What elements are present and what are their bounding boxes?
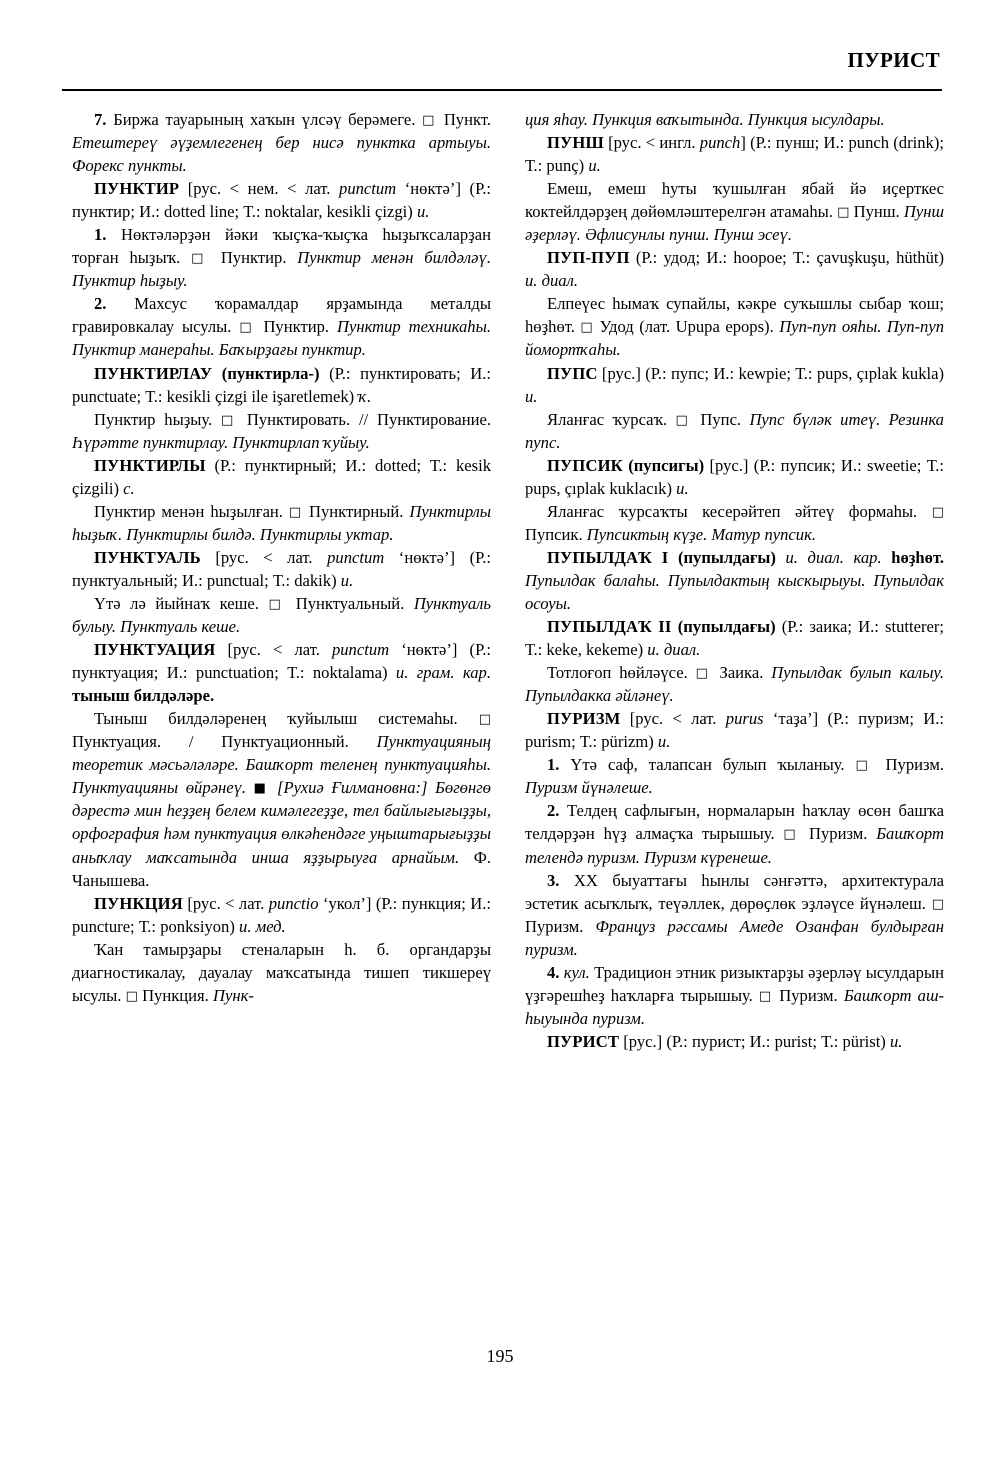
grammar-label: и. [416, 202, 430, 222]
entry-head [525, 707, 944, 753]
sense-translation: Пуризм. [779, 985, 838, 1005]
sense-number: 1. [94, 225, 107, 245]
sense-examples-continued: ция яһау. Пункция ваҡытында. Пункция ысулдары. [525, 110, 885, 129]
hollow-square-icon: □ [478, 712, 491, 728]
etymology: [рус. < лат. [215, 547, 313, 567]
grammar-label: и. [340, 570, 354, 590]
etymology: [рус. < ингл. [608, 133, 696, 153]
grammar-label: и. грам. кар. [395, 663, 492, 683]
hollow-square-icon: □ [931, 896, 944, 912]
sense-definition: Ҡан тамырҙары стеналарын һ. б. органдарҙы диагностикалау, дауалау маҡсатында тишеп тикшереү ысулы. [72, 939, 491, 1005]
headword: ПУП-ПУП [547, 248, 630, 268]
hollow-square-icon: □ [422, 113, 438, 128]
sense-number: 3. [547, 870, 560, 890]
sense-block [525, 292, 944, 361]
column-left [72, 108, 491, 1053]
equivalents: (Р.: пуризм; И.: purism; Т.: pürizm) [525, 709, 945, 752]
headword: ПУПЫЛДАҠ II [547, 617, 672, 637]
entry-head [72, 362, 491, 408]
equivalents: (Р.: пунктирный; И.: dotted; Т.: kesik çizgili) [72, 455, 491, 498]
entry-head [525, 1030, 944, 1053]
sense-translation: Пункт. [443, 110, 491, 129]
running-head-title: ПУРИСТ [847, 48, 940, 72]
equivalents: (Р.: пункция; И.: puncture; Т.: ponksiyon) [72, 893, 492, 936]
headword: ПУНКЦИЯ [94, 893, 183, 913]
sense-translation: Пуризм. [525, 916, 584, 936]
equivalents: (Р.: пурист; И.: purist; Т.: pürist) [666, 1031, 886, 1051]
sense-block [525, 177, 944, 246]
sense-examples-continued-next-column: Пунк- [212, 985, 254, 1005]
headword: ПУПСИК [547, 455, 623, 475]
sense-translation: Пунктировать. // Пунктирование. [246, 409, 491, 429]
etymology: [рус. < лат. [187, 893, 265, 913]
sense-block [72, 938, 491, 1007]
sense-translation: Пунктуация. / Пунктуационный. [72, 732, 349, 752]
sense-definition: Үтә лә йыйнаҡ кеше. [94, 593, 259, 613]
sense-examples: Башҡорт телендә пуризм. Пуризм күренеше. [525, 824, 944, 867]
etymology: [рус. < лат. [227, 640, 320, 660]
headword: ПУРИСТ [547, 1031, 620, 1051]
grammar-label: и. [890, 1031, 903, 1051]
sense-definition: Елпеүес һымаҡ супайлы, кәкре суҡышлы сыбар ҡош; һөҙһөт. [525, 294, 944, 337]
sense-definition: Тотлоғоп һөйләүсе. [547, 663, 688, 683]
sense-definition: Яланғас ҡурсаҡ. [547, 409, 668, 429]
hollow-square-icon: □ [758, 988, 774, 1004]
hollow-square-icon: □ [931, 504, 944, 520]
headword-inflected-form: (пунктирла-) [221, 363, 320, 383]
cross-reference: тыныш билдәләре. [72, 686, 215, 706]
sense-block [525, 661, 944, 707]
etymology-source-form: punch [699, 133, 741, 153]
hollow-square-icon: □ [221, 412, 239, 428]
equivalents: (Р.: пупс; И.: kewpie; Т.: pups, çıplak kukla) [645, 363, 944, 383]
hollow-square-icon: □ [675, 412, 693, 428]
sense-translation: Пункция. [142, 985, 209, 1005]
grammar-label: и. [588, 156, 601, 176]
sense-examples: Пуризм йүнәлеше. [525, 778, 653, 798]
sense-translation: Пунш. [853, 202, 900, 222]
column-right [525, 108, 944, 1053]
sense-number: 4. [547, 962, 560, 982]
sense-translation: Пунктир. [263, 317, 330, 337]
etymology-source-form: punctum [339, 179, 397, 199]
sense-examples: Һүрәтте пунктирлау. Пунктирлап ҡуйыу. [72, 432, 370, 452]
etymology-gloss: ] [740, 133, 746, 153]
entry-head [72, 892, 491, 938]
sense-examples: Пунктуаль булыу. Пунктуаль кеше. [72, 593, 491, 637]
etymology-source-form: purus [725, 709, 764, 729]
headword-inflected-form: (пупылдағы) [677, 617, 776, 637]
entry-head [525, 246, 944, 292]
hollow-square-icon: □ [268, 596, 287, 612]
sense-translation: Пунктирный. [308, 501, 404, 521]
sense-definition: Яланғас ҡурсаҡты кесерәйтеп әйтеү формаһы. [547, 501, 918, 521]
sense-definition: Үтә саф, талапсан булып ҡыланыу. [570, 755, 845, 775]
sense-examples: Пупсиктың күҙе. Матур пупсик. [586, 524, 817, 544]
equivalents: (Р.: пунктировать; И.: punctuate; Т.: kesikli çizgi ile işaretlemek) [72, 363, 491, 406]
sense-examples: Пуп-пуп ояһы. Пуп-пуп йомортҡаһы. [525, 317, 944, 360]
sense-definition: Тыныш билдәләренең ҡуйылыш системаһы. [94, 709, 458, 729]
sense-translation: Пуризм. [885, 755, 944, 775]
sense-examples: Пунктир менән билдәләү. Пунктир һыҙыу. [72, 248, 491, 291]
etymology-gloss: ‘таҙа’] [772, 709, 819, 729]
hollow-square-icon: □ [125, 988, 138, 1004]
hollow-square-icon: □ [191, 251, 211, 267]
text-columns [72, 108, 944, 1053]
grammar-label: и. [657, 732, 671, 752]
sense-block [72, 223, 491, 292]
entry-head [72, 454, 491, 500]
sense-block [72, 592, 491, 638]
entry-head [72, 638, 491, 707]
sense-block [72, 292, 491, 361]
grammar-label: ҡ. [358, 386, 372, 406]
hollow-square-icon: □ [855, 758, 875, 774]
sense-examples: Француз рәссамы Амеде Озанфан булдырған пуризм. [525, 916, 944, 959]
sense-translation: Заика. [719, 663, 764, 683]
sense-definition: Биржа тауарының хаҡын үлсәү берәмеге. [113, 110, 416, 129]
etymology: [рус. < нем. < лат. [187, 179, 331, 199]
sense-block [525, 753, 944, 799]
etymology-source-form: punctum [331, 640, 390, 660]
sense-translation: Пуризм. [809, 824, 868, 844]
entry-head [525, 454, 944, 500]
hollow-square-icon: □ [239, 320, 256, 336]
headword: ПУПЫЛДАҠ I [547, 547, 669, 567]
equivalents: (Р.: заика; И.: stutterer; Т.: keke, kekeme) [525, 617, 944, 660]
sense-block [525, 799, 944, 868]
etymology-source-form: punctio [268, 893, 319, 913]
sense-block [72, 108, 491, 177]
sense-translation: Пунктуальный. [295, 593, 405, 613]
sense-examples: Пунктир техникаһы. Пунктир манераһы. Баҡырҙағы пунктир. [72, 317, 491, 360]
sense-examples: Етештереү әүҙемлегенең бер нисә пунктка артыуы. Форекс пункты. [72, 133, 491, 176]
sense-definition: Пунктир һыҙыу. [94, 409, 213, 429]
hollow-square-icon: □ [837, 205, 850, 221]
entry-head [72, 546, 491, 592]
sense-definition: Махсус ҡорамалдар ярҙамында металды гравировкалау ысулы. [72, 294, 491, 337]
sense-block [72, 500, 491, 546]
headword: ПУРИЗМ [547, 709, 621, 729]
sense-examples: Пупылдак балаһы. Пупылдактың кыскырыуы. Пупылдак осоуы. [525, 570, 944, 613]
filled-square-icon: ■ [253, 781, 270, 797]
equivalents: (Р.: пунктир; И.: dotted line; Т.: noktalar, kesikli çizgi) [72, 179, 491, 222]
sense-definition: Телдең сафлығын, нормаларын һаҡлау өсөн башҡа телдәрҙән һүҙ алмаҫҡа тырышыу. [525, 801, 944, 844]
grammar-label: и. [525, 386, 538, 406]
sense-examples: Пупылдак булып калыу. Пупылдакка әйләнеү. [525, 663, 944, 706]
sense-examples: Пунктуацияның теоретик мәсьәләләре. Башҡорт теленең пунктуацияһы. Пунктуацияны өйрәнеү. [72, 732, 491, 798]
entry-head [525, 362, 944, 408]
etymology-gloss: ‘нөктә’] [401, 640, 458, 660]
sense-number: 2. [547, 801, 560, 821]
illustrative-quotation: [Рухиә Ғилмановна:] Бөгөнгө дәрестә мин һеҙҙең белем кимәлегеҙҙе, тел байлығығыҙҙы, орфография һәм пунктуация өлкәһендәге уңыштарығыҙҙы аныҡлау маҡсатында инша яҙҙырыуға арнайым. [72, 778, 491, 867]
sense-definition: Традицион этник ризыктарҙы әҙерләү ысулдарын үҙгәрешһеҙ һаҡларға тырышыу. [525, 962, 945, 1005]
sense-definition: Емеш, емеш һуты ҡушылған ябай йә иҫерткес коктейлдәрҙең дөйөмләштерелгән атамаһы. [525, 179, 944, 222]
headword: ПУНКТИРЛЫ [94, 455, 206, 475]
etymology: [рус.] [623, 1031, 663, 1051]
equivalents: (Р.: удод; И.: hoopoe; Т.: çavuşkuşu, hüthüt) [635, 248, 944, 268]
grammar-label: и. диал. [525, 271, 578, 291]
hollow-square-icon: □ [580, 320, 595, 336]
sense-number: 7. [94, 110, 107, 129]
sense-definition: Нөктәләрҙән йәки ҡыҫҡа-ҡыҫҡа һыҙыҡсаларҙан торған һыҙыҡ. [72, 225, 491, 268]
etymology-gloss: ‘нөктә’] [398, 547, 456, 567]
etymology: [рус. < лат. [629, 709, 717, 729]
sense-block [525, 500, 944, 546]
sense-examples: Пунш әҙерләү. Әфлисунлы пунш. Пунш эсеү. [525, 202, 944, 245]
quotation-attribution: Ф. Чанышева. [72, 847, 491, 890]
etymology-gloss: ‘укол’] [322, 893, 372, 913]
headword: ПУНКТУАЛЬ [94, 547, 201, 567]
headword: ПУНКТИР [94, 179, 180, 199]
hollow-square-icon: □ [695, 666, 712, 682]
headword-inflected-form: (пупсигы) [628, 455, 705, 475]
sense-examples: Башҡорт аш-һыуында пуризм. [525, 985, 944, 1028]
etymology-gloss: ‘нөктә’] [404, 179, 461, 199]
sense-translation: Пупсик. [525, 524, 583, 544]
headword: ПУПС [547, 363, 598, 383]
etymology: [рус.] [601, 363, 641, 383]
equivalents: (Р.: пунктуация; И.: punctuation; Т.: noktalama) [72, 640, 491, 683]
usage-label: кул. [563, 962, 590, 982]
headword-inflected-form: (пупылдағы) [677, 547, 776, 567]
sense-translation: Удод (лат. Upupa epops). [599, 317, 774, 337]
hollow-square-icon: □ [288, 504, 304, 520]
etymology-source-form: punctum [327, 547, 385, 567]
grammar-label: с. [123, 478, 135, 498]
sense-definition: XX быуаттағы һынлы сәнғәттә, архитектурала эстетик асыҡлыҡ, теүәллек, дөрөҫлөк эҙләүсе йүнәлеш. [525, 870, 944, 913]
cross-reference: һөҙһөт. [891, 547, 944, 567]
sense-number: 2. [94, 294, 107, 314]
etymology: [рус.] [709, 455, 749, 475]
equivalents: (Р.: пунш; И.: punch (drink); Т.: punç) [525, 133, 944, 176]
grammar-label: и. диал. кар. [785, 547, 882, 567]
grammar-label: и. [676, 478, 689, 498]
sense-translation: Пунктир. [220, 248, 287, 268]
sense-translation: Пупс. [700, 409, 742, 429]
grammar-label: и. диал. [647, 640, 701, 660]
entry-head [525, 615, 944, 661]
entry-head [525, 131, 944, 177]
headword: ПУНКТИРЛАУ [94, 363, 213, 383]
headword: ПУНШ [547, 133, 604, 153]
entry-head [525, 546, 944, 615]
sense-block [525, 869, 944, 961]
sense-definition: Пунктир менән һыҙылған. [94, 501, 283, 521]
header-divider-rule [62, 89, 942, 91]
sense-block [525, 961, 944, 1030]
sense-block [525, 408, 944, 454]
equivalents: (Р.: пупсик; И.: sweetie; Т.: pups, çıplak kuklacık) [525, 455, 945, 498]
entry-head [72, 177, 491, 223]
equivalents: (Р.: пунктуальный; И.: punctual; Т.: dakik) [72, 547, 492, 590]
grammar-label: и. мед. [239, 916, 286, 936]
page-number: 195 [486, 1346, 514, 1366]
sense-block [72, 707, 491, 891]
sense-examples: Пунктирлы һыҙыҡ. Пунктирлы билдә. Пунктирлы уктар. [72, 501, 491, 544]
sense-number: 1. [547, 755, 560, 775]
headword: ПУНКТУАЦИЯ [94, 640, 216, 660]
continuation-block [525, 108, 944, 131]
sense-block [72, 408, 491, 454]
sense-examples: Пупс бүләк итеү. Резинка пупс. [525, 409, 944, 452]
running-head [72, 48, 940, 82]
hollow-square-icon: □ [783, 827, 801, 843]
